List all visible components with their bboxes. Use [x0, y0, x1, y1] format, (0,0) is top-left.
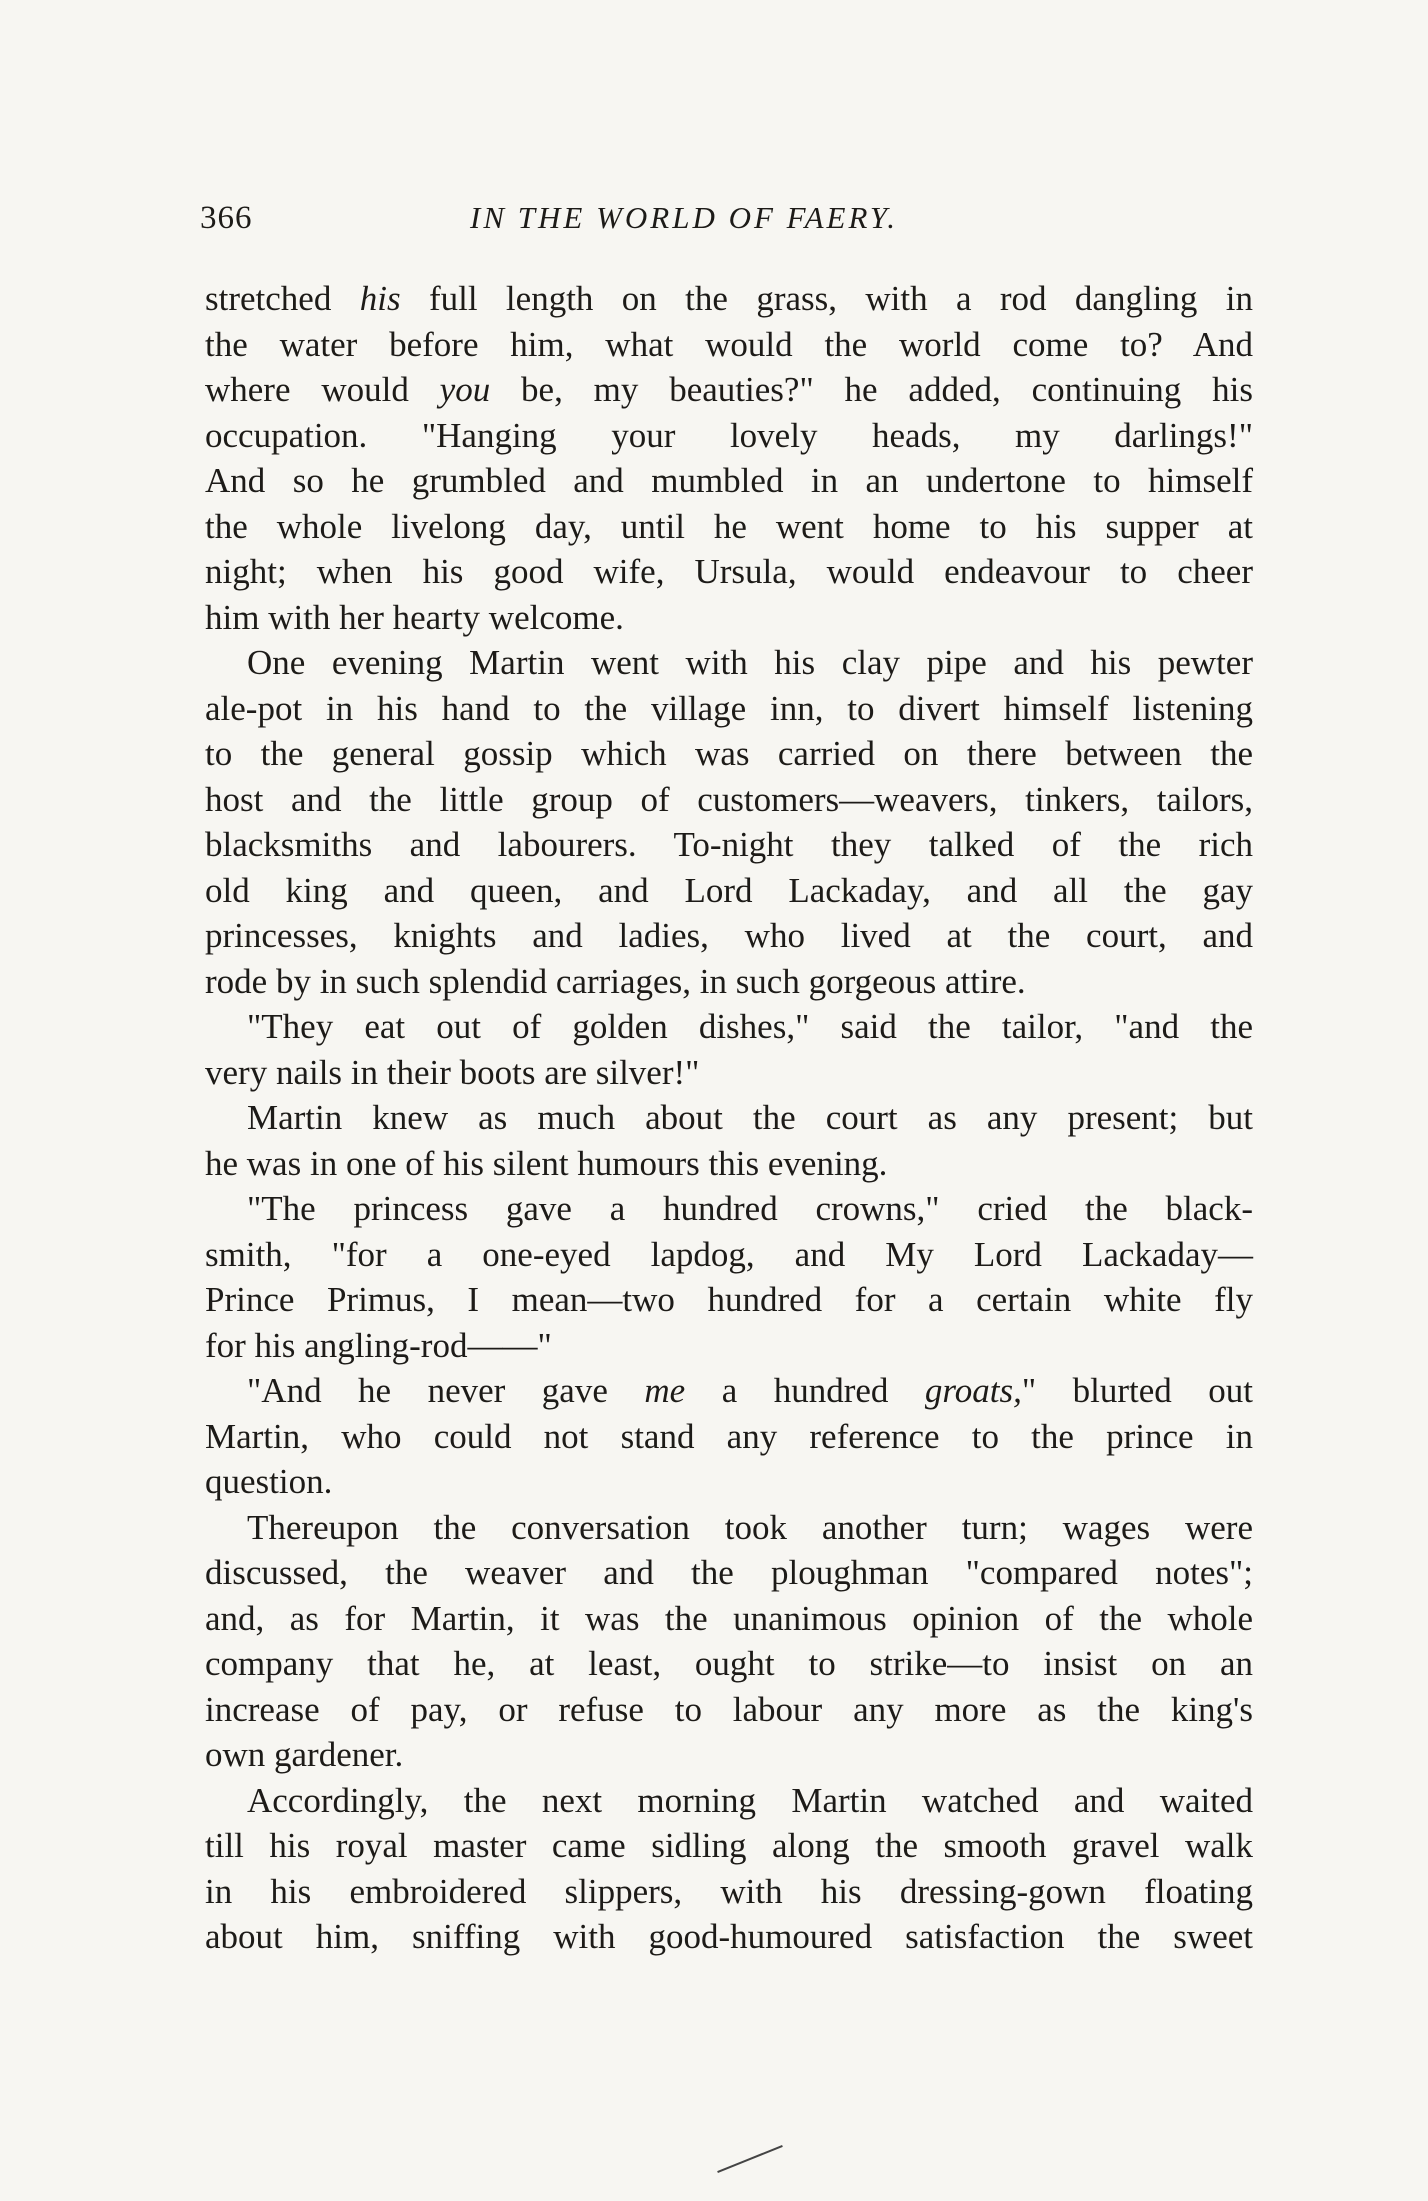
line-text: full length on the grass, with a rod dangling in	[400, 279, 1254, 318]
line-text: Martin, who could not stand any reference to the prince in	[205, 1416, 1253, 1456]
text-line	[205, 1186, 1253, 1232]
body-text	[205, 276, 1253, 1960]
text-line	[205, 276, 1253, 322]
text-line	[205, 731, 1253, 777]
line-text: "They eat out of golden dishes," said the tailor, "and the	[247, 1007, 1253, 1046]
line-text: very nails in their boots are silver!"	[205, 1052, 700, 1092]
text-line	[205, 549, 1253, 595]
running-head	[200, 200, 1250, 250]
text-line	[205, 413, 1253, 459]
text-line	[205, 1687, 1253, 1733]
italic-word: his	[359, 279, 401, 318]
line-text: host and the little group of customers—weavers, tinkers, tailors,	[205, 779, 1253, 819]
text-line	[205, 367, 1253, 413]
line-text: occupation. "Hanging your lovely heads, my darlings!"	[205, 415, 1253, 455]
line-text: him with her hearty welcome.	[205, 597, 624, 637]
line-text: " blurted out	[1021, 1371, 1253, 1410]
text-line	[205, 1414, 1253, 1460]
line-text: night; when his good wife, Ursula, would endeavour to cheer	[205, 552, 1253, 591]
text-line	[205, 822, 1253, 868]
line-text: And so he grumbled and mumbled in an undertone to himself	[205, 461, 1253, 500]
line-text: old king and queen, and Lord Lackaday, and all the gay	[205, 870, 1253, 910]
text-line	[205, 458, 1253, 504]
line-text: "And he never gave	[247, 1371, 645, 1410]
line-text: own gardener.	[205, 1735, 404, 1774]
text-line	[205, 1004, 1253, 1050]
line-text: the water before him, what would the world come to? And	[205, 324, 1253, 364]
line-text: about him, sniffing with good-humoured satisfaction the sweet	[205, 1917, 1253, 1956]
text-line	[205, 868, 1253, 914]
stray-pen-mark	[717, 2145, 783, 2173]
line-text: One evening Martin went with his clay pipe and his pewter	[247, 643, 1253, 682]
text-line	[205, 1095, 1253, 1141]
text-line	[205, 1914, 1253, 1960]
line-text: in his embroidered slippers, with his dressing-gown floating	[205, 1871, 1253, 1911]
text-line	[205, 1550, 1253, 1596]
text-line	[205, 1505, 1253, 1551]
text-line	[205, 1732, 1253, 1778]
line-text: question.	[205, 1462, 333, 1501]
line-text: princesses, knights and ladies, who lived at the court, and	[205, 916, 1253, 955]
line-text: Prince Primus, I mean—two hundred for a certain white fly	[205, 1280, 1253, 1319]
line-text: smith, "for a one-eyed lapdog, and My Lord Lackaday—	[205, 1234, 1253, 1274]
line-text: rode by in such splendid carriages, in such gorgeous attire.	[205, 961, 1026, 1001]
text-line	[205, 959, 1253, 1005]
text-line	[205, 777, 1253, 823]
italic-word: you	[439, 370, 491, 409]
line-text: and, as for Martin, it was the unanimous opinion of the whole	[205, 1598, 1253, 1638]
italic-word: groats,	[924, 1371, 1022, 1410]
text-line	[205, 1641, 1253, 1687]
line-text: stretched	[205, 279, 360, 318]
page-number: 366	[200, 200, 253, 236]
line-text: be, my beauties?" he added, continuing his	[490, 370, 1253, 409]
text-line	[205, 1050, 1253, 1096]
line-text: discussed, the weaver and the ploughman "compared notes";	[205, 1553, 1253, 1592]
text-line	[205, 1869, 1253, 1915]
text-line	[205, 1596, 1253, 1642]
text-line	[205, 686, 1253, 732]
text-line	[205, 1323, 1253, 1369]
line-text: a hundred	[685, 1371, 925, 1410]
text-line	[205, 1232, 1253, 1278]
text-line	[205, 640, 1253, 686]
line-text: ale-pot in his hand to the village inn, to divert himself listening	[205, 688, 1253, 728]
line-text: blacksmiths and labourers. To-night they talked of the rich	[205, 825, 1253, 864]
line-text: for his angling-rod——"	[205, 1325, 552, 1365]
line-text: company that he, at least, ought to strike—to insist on an	[205, 1644, 1253, 1683]
line-text: where would	[205, 370, 440, 409]
text-line	[205, 913, 1253, 959]
line-text: Martin knew as much about the court as any present; but	[247, 1098, 1253, 1137]
line-text: the whole livelong day, until he went home to his supper at	[205, 506, 1253, 546]
text-line	[205, 1778, 1253, 1824]
line-text: he was in one of his silent humours this evening.	[205, 1143, 888, 1183]
running-title: IN THE WORLD OF FAERY.	[470, 200, 898, 235]
line-text: increase of pay, or refuse to labour any more as the king's	[205, 1689, 1253, 1729]
line-text: "The princess gave a hundred crowns," cried the black-	[247, 1189, 1253, 1228]
text-line	[205, 1368, 1253, 1414]
line-text: till his royal master came sidling along the smooth gravel walk	[205, 1826, 1253, 1865]
text-line	[205, 1823, 1253, 1869]
text-line	[205, 322, 1253, 368]
line-text: to the general gossip which was carried on there between the	[205, 734, 1253, 773]
italic-word: me	[644, 1371, 686, 1410]
line-text: Thereupon the conversation took another turn; wages were	[247, 1507, 1253, 1547]
text-line	[205, 1141, 1253, 1187]
text-line	[205, 1459, 1253, 1505]
line-text: Accordingly, the next morning Martin watched and waited	[247, 1780, 1253, 1820]
text-line	[205, 595, 1253, 641]
text-line	[205, 504, 1253, 550]
text-line	[205, 1277, 1253, 1323]
